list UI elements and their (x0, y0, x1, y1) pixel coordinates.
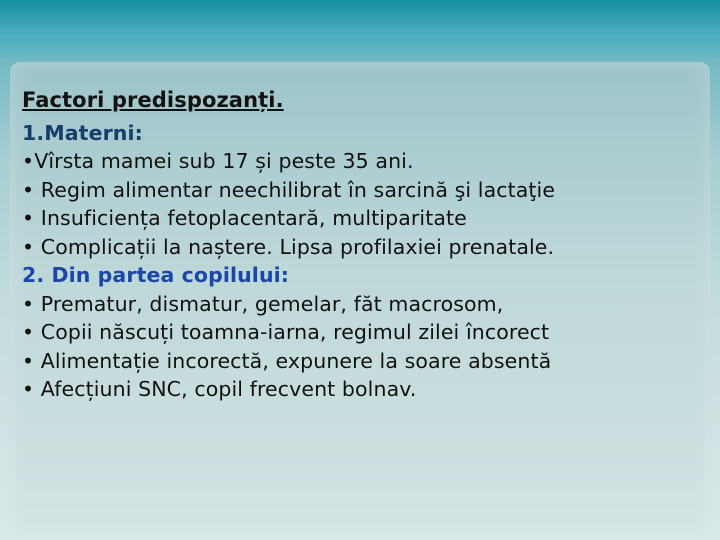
list-item: • Prematur, dismatur, gemelar, făt macrosom, (22, 291, 504, 316)
list-item: • Afecțiuni SNC, copil frecvent bolnav. (22, 377, 417, 401)
list-item: • Alimentație incorectă, expunere la soare absentă (22, 348, 552, 373)
list-item: • Insuficiența fetoplacentară, multiparitate (22, 206, 467, 230)
section-heading-copil: 2. Din partea copilului: (22, 263, 290, 287)
section-heading-materni: 1.Materni: (22, 120, 143, 145)
slide-title: Factori predispozanți. (22, 88, 284, 112)
list-item: • Regim alimentar neechilibrat în sarcină şi lactaţie (22, 177, 556, 202)
list-item: •Vîrsta mamei sub 17 și peste 35 ani. (22, 149, 414, 173)
header-band (0, 0, 720, 60)
slide-content (22, 86, 702, 404)
list-item: • Complicații la naștere. Lipsa profilaxiei prenatale. (22, 234, 555, 259)
list-item: • Copii născuți toamna-iarna, regimul zilei încorect (22, 320, 550, 344)
